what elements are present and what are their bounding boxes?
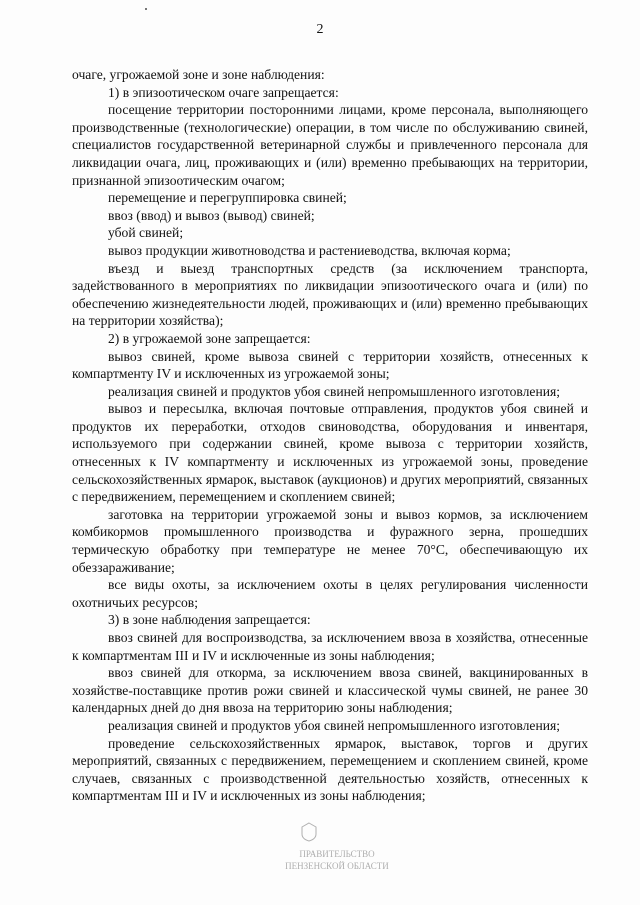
stamp-line-1: ПРАВИТЕЛЬСТВО [299, 849, 375, 859]
paragraph: вывоз свиней, кроме вывоза свиней с территории хозяйств, отнесенных к компартменту IV и исключенных из угрожаемой зоны; [72, 348, 588, 382]
paragraph: ввоз свиней для воспроизводства, за исключением ввоза в хозяйства, отнесенные к компартментам III и IV и исключенные из зоны наблюдения; [72, 630, 588, 663]
paragraph-heading-2: 2) в угрожаемой зоне запрещается: [108, 330, 311, 346]
stamp-emblem-icon [300, 822, 318, 842]
paragraph: заготовка на территории угрожаемой зоны и вывоз кормов, за исключением комбикормов промышленного производства и фуражного зерна, прошедших термическую обработку при температуре не менее 70°С, обеспечивающую их обеззараживание; [72, 506, 588, 575]
paragraph: перемещение и перегруппировка свиней; [108, 190, 347, 206]
paragraph-heading-3: 3) в зоне наблюдения запрещается: [108, 612, 311, 628]
paragraph: посещение территории посторонними лицами, кроме персонала, выполняющего производственные (технологические) операции, в том числе по обслуживанию свиней, специалистов государственной ветеринарной службы и привлеченного персонала для ликвидации очага, лиц, проживающих и (или) временно пребывающих на территории, признанной эпизоотическим очагом; [72, 102, 588, 188]
paragraph: ввоз свиней для откорма, за исключением ввоза свиней, вакцинированных в хозяйстве-поставщике против рожи свиней и классической чумы свиней, не ранее 30 календарных дней до дня ввоза на территорию зоны наблюдения; [72, 665, 588, 716]
paragraph: реализация свиней и продуктов убоя свиней непромышленного изготовления; [108, 383, 561, 399]
paragraph: проведение сельскохозяйственных ярмарок, выставок, торгов и других мероприятий, связанных с передвижением, перемещением и скоплением свиней, кроме случаев, связанных с производственной деятельностью хозяйств, отнесенных к компартментам III и IV и исключенных из зоны наблюдения; [72, 735, 588, 804]
paragraph: ввоз (ввод) и вывоз (вывод) свиней; [108, 207, 315, 223]
document-body [72, 66, 588, 805]
paragraph-heading-1: 1) в эпизоотическом очаге запрещается: [108, 84, 339, 100]
official-stamp [262, 848, 412, 888]
paragraph: все виды охоты, за исключением охоты в целях регулирования численности охотничьих ресурсов; [72, 577, 588, 610]
paragraph: вывоз продукции животноводства и растениеводства, включая корма; [108, 242, 511, 258]
paragraph: убой свиней; [108, 225, 184, 241]
paragraph: реализация свиней и продуктов убоя свиней непромышленного изготовления; [108, 717, 561, 733]
paragraph: въезд и выезд транспортных средств (за исключением транспорта, задействованного в мероприятиях по ликвидации эпизоотического очага и (или) по обеспечению жизнедеятельности людей, проживающих и (или) временно пребывающих на территории хозяйства); [72, 260, 588, 329]
page-number: 2 [316, 22, 324, 37]
stamp-line-2: ПЕНЗЕНСКОЙ ОБЛАСТИ [285, 861, 389, 871]
scan-speck [145, 8, 147, 10]
paragraph: вывоз и пересылка, включая почтовые отправления, продуктов убоя свиней и продуктов их переработки, отходов свиноводства, оборудования и инвентаря, используемого при содержании свиней, кроме вывоза с территории хозяйств, отнесенных к IV компартменту и исключенных из угрожаемой зоны, проведение сельскохозяйственных ярмарок, выставок (аукционов) и других мероприятий, связанных с передвижением, перемещением и скоплением свиней; [72, 401, 588, 505]
paragraph-continuation: очаге, угрожаемой зоне и зоне наблюдения: [72, 67, 325, 82]
